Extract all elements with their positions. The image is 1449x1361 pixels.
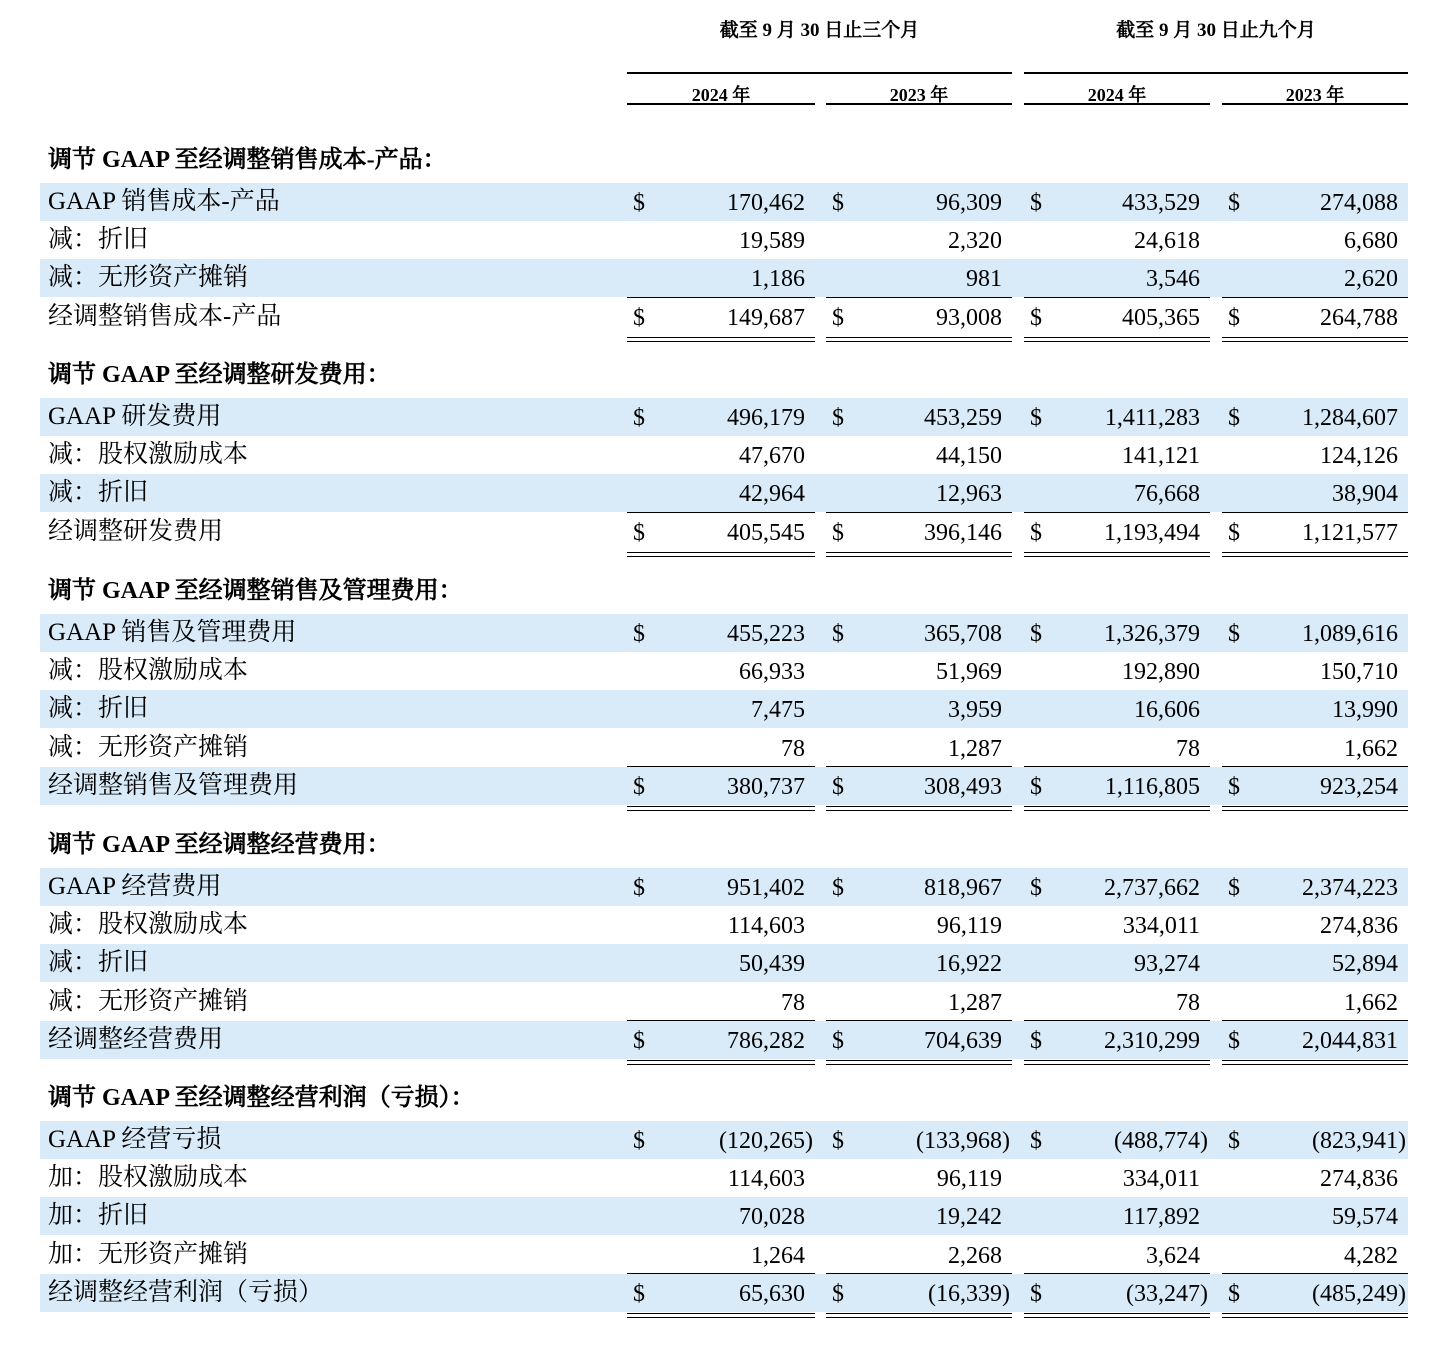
value-cell: 24,618 <box>1134 228 1200 255</box>
currency-symbol: $ <box>1030 1027 1042 1054</box>
total-double-underline <box>1222 1313 1408 1318</box>
table-row <box>40 474 1408 512</box>
value-cell: 334,011 <box>1122 913 1200 940</box>
table-row <box>40 1236 1408 1274</box>
currency-symbol: $ <box>1030 1128 1042 1154</box>
table-row <box>40 868 1408 906</box>
currency-symbol: $ <box>832 1280 844 1307</box>
value-cell: 274,836 <box>1320 913 1398 940</box>
value-cell: 818,967 <box>924 875 1002 901</box>
table-row <box>40 944 1408 982</box>
table-row <box>40 1197 1408 1235</box>
value-cell: (33,247) <box>1126 1280 1208 1307</box>
currency-symbol: $ <box>1030 519 1042 546</box>
currency-symbol: $ <box>633 405 645 431</box>
total-double-underline <box>826 1060 1012 1065</box>
currency-symbol: $ <box>832 304 844 331</box>
value-cell: 3,959 <box>948 697 1002 724</box>
year-header: 2023 年 <box>889 85 949 105</box>
value-cell: 4,282 <box>1344 1242 1398 1269</box>
value-cell: 2,737,662 <box>1104 875 1200 901</box>
period-header: 截至 9 月 30 日止三个月 <box>719 20 920 41</box>
year-underline <box>1024 103 1210 105</box>
row-label: 减：折旧 <box>48 949 149 977</box>
value-cell: 93,274 <box>1134 951 1200 978</box>
total-double-underline <box>1024 1060 1210 1065</box>
total-double-underline <box>1222 1060 1408 1065</box>
value-cell: 96,119 <box>936 913 1002 940</box>
total-double-underline <box>826 1313 1012 1318</box>
value-cell: 38,904 <box>1332 481 1398 508</box>
total-double-underline <box>1024 337 1210 342</box>
value-cell: 7,475 <box>751 697 805 724</box>
row-label: GAAP 经营亏损 <box>48 1126 222 1153</box>
currency-symbol: $ <box>832 1128 844 1154</box>
currency-symbol: $ <box>1228 1280 1240 1307</box>
currency-symbol: $ <box>1228 519 1240 546</box>
value-cell: (16,339) <box>928 1280 1010 1307</box>
row-label: 加：股权激励成本 <box>48 1164 249 1192</box>
value-cell: 76,668 <box>1134 481 1200 508</box>
currency-symbol: $ <box>633 519 645 546</box>
value-cell: 365,708 <box>924 621 1002 647</box>
year-underline <box>627 103 815 105</box>
table-row <box>40 436 1408 474</box>
row-label: 减：股权激励成本 <box>48 911 249 939</box>
table-row <box>40 1274 1408 1312</box>
value-cell: 114,603 <box>727 913 805 940</box>
row-label: 经调整经营利润（亏损） <box>48 1278 324 1306</box>
total-double-underline <box>627 806 815 811</box>
table-row <box>40 259 1408 297</box>
value-cell: 453,259 <box>924 405 1002 431</box>
currency-symbol: $ <box>1228 875 1240 901</box>
table-row <box>40 983 1408 1021</box>
currency-symbol: $ <box>633 1027 645 1054</box>
value-cell: 19,242 <box>936 1204 1002 1231</box>
table-row <box>40 767 1408 805</box>
total-double-underline <box>1024 1313 1210 1318</box>
value-cell: 44,150 <box>936 443 1002 470</box>
table-row <box>40 729 1408 767</box>
value-cell: 78 <box>781 735 805 762</box>
value-cell: 2,310,299 <box>1104 1027 1200 1054</box>
value-cell: 264,788 <box>1320 304 1398 331</box>
row-label: 减：无形资产摊销 <box>48 264 249 292</box>
value-cell: 78 <box>781 989 805 1016</box>
value-cell: 923,254 <box>1320 773 1398 800</box>
value-cell: 16,922 <box>936 951 1002 978</box>
total-double-underline <box>1024 806 1210 811</box>
table-row <box>40 513 1408 551</box>
value-cell: 78 <box>1176 735 1200 762</box>
table-row <box>40 1021 1408 1059</box>
currency-symbol: $ <box>633 1280 645 1307</box>
value-cell: 704,639 <box>924 1027 1002 1054</box>
currency-symbol: $ <box>1030 1280 1042 1307</box>
row-label: 经调整销售成本-产品 <box>48 302 282 330</box>
period-divider <box>627 72 1012 74</box>
year-header: 2023 年 <box>1285 85 1345 105</box>
row-label: GAAP 经营费用 <box>48 873 222 900</box>
value-cell: 1,284,607 <box>1302 405 1398 431</box>
total-double-underline <box>627 1313 815 1318</box>
value-cell: 141,121 <box>1122 443 1200 470</box>
currency-symbol: $ <box>633 773 645 800</box>
table-row <box>40 1121 1408 1159</box>
value-cell: 433,529 <box>1122 190 1200 216</box>
total-double-underline <box>1222 806 1408 811</box>
value-cell: 1,264 <box>751 1242 805 1269</box>
value-cell: 2,620 <box>1344 266 1398 293</box>
value-cell: 149,687 <box>727 304 805 331</box>
currency-symbol: $ <box>1228 405 1240 431</box>
table-row <box>40 183 1408 221</box>
total-double-underline <box>1024 552 1210 557</box>
row-label: 减：无形资产摊销 <box>48 733 249 761</box>
row-label: 经调整研发费用 <box>48 517 224 545</box>
table-row <box>40 1159 1408 1197</box>
value-cell: 192,890 <box>1122 659 1200 686</box>
row-label: 减：折旧 <box>48 479 149 507</box>
value-cell: 1,186 <box>751 266 805 293</box>
currency-symbol: $ <box>633 1128 645 1154</box>
value-cell: 19,589 <box>739 228 805 255</box>
value-cell: 47,670 <box>739 443 805 470</box>
table-row <box>40 221 1408 259</box>
value-cell: 3,546 <box>1146 266 1200 293</box>
row-label: 减：折旧 <box>48 695 149 723</box>
total-double-underline <box>627 337 815 342</box>
value-cell: 42,964 <box>739 481 805 508</box>
currency-symbol: $ <box>832 1027 844 1054</box>
section-title: 调节 GAAP 至经调整经营利润（亏损）： <box>48 1085 475 1111</box>
total-double-underline <box>826 337 1012 342</box>
row-label: 经调整销售及管理费用 <box>48 771 299 799</box>
currency-symbol: $ <box>1228 621 1240 647</box>
currency-symbol: $ <box>1030 190 1042 216</box>
value-cell: 2,044,831 <box>1302 1027 1398 1054</box>
row-label: GAAP 研发费用 <box>48 403 222 430</box>
value-cell: 12,963 <box>936 481 1002 508</box>
row-label: 减：股权激励成本 <box>48 657 249 685</box>
total-double-underline <box>826 806 1012 811</box>
year-header: 2024 年 <box>691 85 751 105</box>
value-cell: 1,193,494 <box>1104 519 1200 546</box>
period-header: 截至 9 月 30 日止九个月 <box>1116 20 1316 41</box>
currency-symbol: $ <box>633 190 645 216</box>
value-cell: 1,121,577 <box>1302 519 1398 546</box>
currency-symbol: $ <box>1228 190 1240 216</box>
value-cell: 52,894 <box>1332 951 1398 978</box>
year-underline <box>1222 103 1408 105</box>
value-cell: 93,008 <box>936 304 1002 331</box>
value-cell: 334,011 <box>1122 1166 1200 1193</box>
row-label: 减：折旧 <box>48 226 149 254</box>
value-cell: 405,365 <box>1122 304 1200 331</box>
total-double-underline <box>1222 337 1408 342</box>
total-double-underline <box>627 1060 815 1065</box>
currency-symbol: $ <box>832 190 844 216</box>
value-cell: 51,969 <box>936 659 1002 686</box>
value-cell: 65,630 <box>739 1280 805 1307</box>
currency-symbol: $ <box>1030 405 1042 431</box>
table-row <box>40 652 1408 690</box>
value-cell: 78 <box>1176 989 1200 1016</box>
value-cell: (823,941) <box>1312 1128 1406 1154</box>
currency-symbol: $ <box>832 519 844 546</box>
currency-symbol: $ <box>1030 621 1042 647</box>
total-double-underline <box>826 552 1012 557</box>
value-cell: 951,402 <box>727 875 805 901</box>
value-cell: 308,493 <box>924 773 1002 800</box>
value-cell: 96,309 <box>936 190 1002 216</box>
value-cell: 66,933 <box>739 659 805 686</box>
value-cell: 786,282 <box>727 1027 805 1054</box>
row-label: 减：股权激励成本 <box>48 441 249 469</box>
currency-symbol: $ <box>832 405 844 431</box>
currency-symbol: $ <box>1228 1027 1240 1054</box>
currency-symbol: $ <box>832 773 844 800</box>
value-cell: 496,179 <box>727 405 805 431</box>
currency-symbol: $ <box>1228 773 1240 800</box>
value-cell: 1,287 <box>948 989 1002 1016</box>
value-cell: 150,710 <box>1320 659 1398 686</box>
table-row <box>40 398 1408 436</box>
row-label: 加：无形资产摊销 <box>48 1240 249 1268</box>
currency-symbol: $ <box>633 304 645 331</box>
value-cell: 1,089,616 <box>1302 621 1398 647</box>
value-cell: 70,028 <box>739 1204 805 1231</box>
year-header: 2024 年 <box>1087 85 1147 105</box>
row-label: 加：折旧 <box>48 1202 149 1230</box>
value-cell: 50,439 <box>739 951 805 978</box>
value-cell: 124,126 <box>1320 443 1398 470</box>
value-cell: 981 <box>966 266 1002 293</box>
value-cell: 1,411,283 <box>1104 405 1200 431</box>
table-row <box>40 690 1408 728</box>
value-cell: 1,662 <box>1344 989 1398 1016</box>
value-cell: 170,462 <box>727 190 805 216</box>
section-title: 调节 GAAP 至经调整销售及管理费用： <box>48 578 463 604</box>
value-cell: 405,545 <box>727 519 805 546</box>
section-title: 调节 GAAP 至经调整经营费用： <box>48 832 391 858</box>
value-cell: 13,990 <box>1332 697 1398 724</box>
value-cell: 16,606 <box>1134 697 1200 724</box>
currency-symbol: $ <box>832 875 844 901</box>
value-cell: 1,116,805 <box>1104 773 1200 800</box>
value-cell: 114,603 <box>727 1166 805 1193</box>
value-cell: (488,774) <box>1114 1128 1208 1154</box>
currency-symbol: $ <box>1030 875 1042 901</box>
section-title: 调节 GAAP 至经调整销售成本-产品： <box>48 147 447 173</box>
value-cell: 117,892 <box>1122 1204 1200 1231</box>
value-cell: 6,680 <box>1344 228 1398 255</box>
value-cell: 96,119 <box>936 1166 1002 1193</box>
value-cell: (120,265) <box>719 1128 813 1154</box>
total-double-underline <box>627 552 815 557</box>
section-title: 调节 GAAP 至经调整研发费用： <box>48 362 391 388</box>
value-cell: 3,624 <box>1146 1242 1200 1269</box>
row-label: GAAP 销售成本-产品 <box>48 188 280 215</box>
currency-symbol: $ <box>1228 304 1240 331</box>
value-cell: 2,268 <box>948 1242 1002 1269</box>
currency-symbol: $ <box>633 621 645 647</box>
table-row <box>40 906 1408 944</box>
period-divider <box>1024 72 1408 74</box>
row-label: 减：无形资产摊销 <box>48 987 249 1015</box>
currency-symbol: $ <box>1030 773 1042 800</box>
value-cell: 396,146 <box>924 519 1002 546</box>
table-row <box>40 298 1408 336</box>
value-cell: 59,574 <box>1332 1204 1398 1231</box>
table-row <box>40 614 1408 652</box>
value-cell: 274,836 <box>1320 1166 1398 1193</box>
currency-symbol: $ <box>1228 1128 1240 1154</box>
row-label: 经调整经营费用 <box>48 1025 224 1053</box>
currency-symbol: $ <box>1030 304 1042 331</box>
row-label: GAAP 销售及管理费用 <box>48 619 297 646</box>
value-cell: 2,320 <box>948 228 1002 255</box>
value-cell: 1,326,379 <box>1104 621 1200 647</box>
year-underline <box>826 103 1012 105</box>
currency-symbol: $ <box>832 621 844 647</box>
total-double-underline <box>1222 552 1408 557</box>
value-cell: (485,249) <box>1312 1280 1406 1307</box>
value-cell: 380,737 <box>727 773 805 800</box>
value-cell: 2,374,223 <box>1302 875 1398 901</box>
value-cell: 1,662 <box>1344 735 1398 762</box>
value-cell: 455,223 <box>727 621 805 647</box>
value-cell: (133,968) <box>916 1128 1010 1154</box>
value-cell: 274,088 <box>1320 190 1398 216</box>
value-cell: 1,287 <box>948 735 1002 762</box>
currency-symbol: $ <box>633 875 645 901</box>
